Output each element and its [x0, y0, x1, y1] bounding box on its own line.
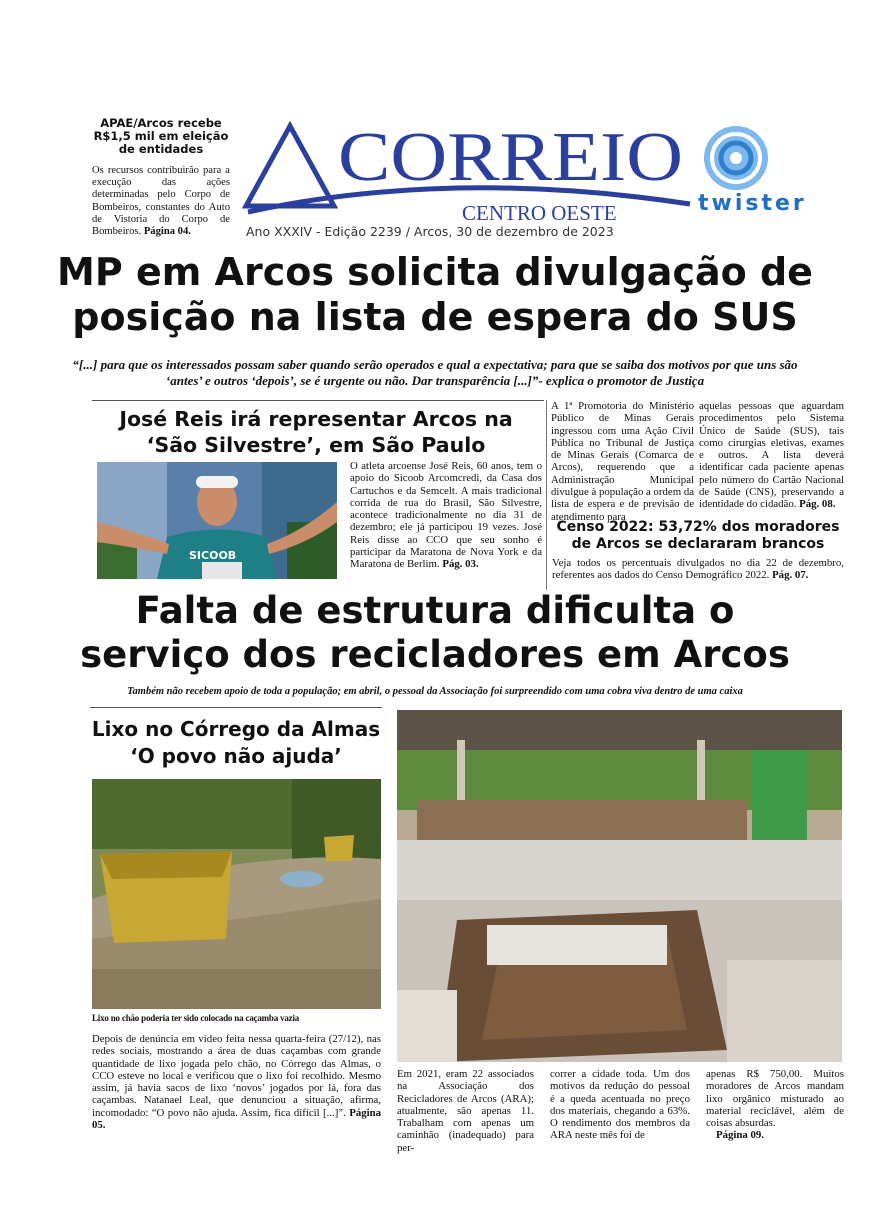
twister-swirl-icon: [700, 124, 772, 192]
recycling-photo: [397, 710, 842, 1062]
lixo-photo-caption: Lixo no chão poderia ter sido colocado na caçamba vazia: [92, 1013, 300, 1023]
reis-text: O atleta arcoense José Reis, 60 anos, tem o apoio do Sicoob Arcomcredi, da Casa dos Cartuchos e da Semcelt. A mais tradicional corrida de rua do Brasil, São Silvestre, acontece tradicionalmente no dia 31 de dezembro; ele já participou 19 vezes. José Reis disse ao CCO que seu sonho é participar da Maratona de Nova York e da Maratona de Berlim.: [350, 460, 542, 571]
recycling-column-3-text: apenas R$ 750,00. Muitos moradores de Arcos mandam lixo orgânico misturado ao material reciclável, além de coisas absurdas.: [706, 1068, 844, 1130]
recycling-headline: Falta de estrutura dificulta o serviço dos recicladores em Arcos: [80, 589, 790, 676]
edition-line: Ano XXXIV - Edição 2239 / Arcos, 30 de dezembro de 2023: [246, 224, 614, 239]
recycling-column-2: correr a cidade toda. Um dos motivos da redução do pessoal é a queda acentuada no preço dos materiais, chegando a 63%. O rendimento dos membros da ARA neste mês foi de: [550, 1068, 690, 1142]
teaser-page-ref: Página 04.: [143, 226, 191, 238]
mp-column-2: [699, 400, 844, 511]
mp-column-1: A 1ª Promotoria do Ministério Público de Minas Gerais ingressou com uma Ação Civil Pública no Tribunal de Justiça de Minas Gerais (Comarca de Arcos), requerendo que a Administração Municipal divulgue à população a ordem da lista de espera e de previsão de atendimento para: [551, 400, 695, 523]
sponsor-logo-text: twister: [698, 191, 807, 216]
reis-page-ref: Pág. 03.: [442, 558, 479, 571]
reis-photo: [97, 462, 337, 579]
divider: [90, 707, 382, 708]
recycling-column-3: [706, 1068, 844, 1142]
masthead-title: CORREIO: [338, 119, 683, 196]
reis-shirt-text: SICOOB: [189, 549, 237, 562]
censo-body: [552, 557, 844, 582]
lixo-body: [92, 1033, 381, 1131]
lixo-headline: Lixo no Córrego da Almas ‘O povo não ajuda’: [91, 717, 381, 768]
main-headline: MP em Arcos solicita divulgação de posição na lista de espera do SUS: [57, 250, 813, 339]
divider: [92, 400, 544, 401]
teaser-body: [92, 165, 230, 238]
masthead-subtitle: CENTRO OESTE: [462, 201, 617, 225]
recycling-page-ref: Página 09.: [716, 1129, 764, 1142]
recycling-subheadline: Também não recebem apoio de toda a população; em abril, o pessoal da Associação foi surpreendido com uma cobra viva dentro de uma caixa: [127, 686, 743, 697]
reis-body: [350, 460, 542, 571]
lixo-text: Depois de denúncia em vídeo feita nessa quarta-feira (27/12), nas redes sociais, mostrando a área de duas caçambas com grande quantidade de lixo jogada pelo chão, no Córrego das Almas, o CCO esteve no local e verificou que o lixo foi recolhido. Mesmo assim, já havia sacos de lixo ‘novos’ jogados por lá, fora das caçambas. Natanael Leal, que denunciou a situação, afirma, incomodado: “O povo não ajuda. Assim, fica difícil [...]”.: [92, 1033, 381, 1119]
main-quote: “[...] para que os interessados possam saber quando serão operados e qual a expectativa; para que se saiba dos motivos por que uns são ‘antes’ e outros ‘depois’, se é urgente ou não. Dar transparência [...]”- explica o promotor de Justiça: [72, 357, 798, 388]
column-divider: [546, 400, 547, 590]
teaser-headline: APAE/Arcos recebe R$1,5 mil em eleição de entidades: [93, 116, 229, 156]
censo-headline: Censo 2022: 53,72% dos moradores de Arcos se declararam brancos: [556, 519, 840, 552]
censo-page-ref: Pág. 07.: [772, 569, 809, 582]
masthead-logo: [242, 108, 692, 243]
mp-page-ref: Pág. 08.: [799, 498, 836, 511]
mp-column-2-text: aquelas pessoas que aguardam procedimentos pelo Sistema Único de Saúde (SUS), tais como cirurgias eletivas, exames e outros. A lista deverá identificar cada paciente apenas pelo número do Cartão Nacional de Saúde (CNS), preservando a identidade do cidadão.: [699, 400, 844, 511]
recycling-column-1: Em 2021, eram 22 associados na Associação dos Recicladores de Arcos (ARA); atualmente, são apenas 11. Trabalham com apenas um caminhão (inadequado) para per-: [397, 1068, 534, 1154]
logo-triangle: [246, 126, 334, 206]
lixo-photo: [92, 779, 381, 1009]
lixo-page-ref: Página 05.: [92, 1106, 382, 1132]
censo-text: Veja todos os percentuais divulgados no dia 22 de dezembro, referentes aos dados do Censo Demográfico 2022.: [552, 557, 844, 582]
teaser-text: Os recursos contribuirão para a execução das ações determinadas pelo Corpo de Bombeiros, constantes do Auto de Vistoria do Corpo de Bombeiros.: [92, 165, 230, 238]
reis-headline: José Reis irá representar Arcos na ‘São Silvestre’, em São Paulo: [119, 407, 513, 457]
